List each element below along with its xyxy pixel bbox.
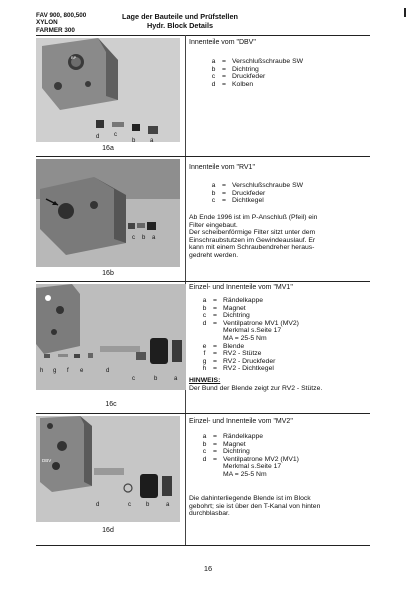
- section-rule: [36, 156, 370, 157]
- photo-letter-b: b: [142, 235, 146, 241]
- photo-letter-d: d: [96, 134, 100, 140]
- photo-letter-a: a: [152, 235, 156, 241]
- legend-row: b = Magnet: [202, 440, 246, 448]
- photo-16c: [36, 284, 186, 390]
- legend-row: d = Kolben: [211, 80, 254, 88]
- photo-label: BP: [71, 55, 77, 60]
- legend-row: d = Ventilpatrone MV2 (MV1): [202, 455, 299, 463]
- photo-letter-b: b: [146, 502, 150, 508]
- photo-16d: [36, 416, 180, 522]
- model-line: FARMER 300: [36, 26, 75, 34]
- photo-letter-c: c: [132, 376, 135, 382]
- note-line: gedreht werden.: [189, 251, 239, 259]
- legend-row: c = Dichtring: [202, 312, 250, 320]
- photo-letter-g: g: [53, 368, 57, 374]
- note-line: Filter eingebaut.: [189, 221, 238, 229]
- photo-letter-f: f: [67, 368, 69, 374]
- legend-row: h = RV2 - Dichtkegel: [202, 365, 274, 373]
- page-number: 16: [203, 564, 213, 573]
- legend-dbv: [205, 58, 303, 88]
- note-rv1: [189, 214, 371, 260]
- note-mv2: [189, 495, 371, 518]
- caption-16b: 16b: [102, 270, 114, 277]
- photo-16b: [36, 159, 180, 267]
- photo-letter-c: c: [132, 235, 135, 241]
- note-line: durchblasbar.: [189, 510, 230, 518]
- legend-row: e = Blende: [202, 342, 245, 350]
- model-line: XYLON: [36, 19, 58, 27]
- note-line: Einschraubstutzen im Gewindeauslauf. Er: [189, 236, 316, 244]
- section-rule: [36, 413, 370, 414]
- legend-row: a = Rändelkappe: [202, 433, 264, 440]
- note-line: Die dahinterliegende Blende ist im Block: [189, 495, 311, 502]
- title-line-1: Lage der Bauteile und Prüfstellen: [122, 12, 238, 21]
- model-line: FAV 900, 800,500: [36, 12, 87, 19]
- legend-rv1: [205, 182, 303, 205]
- page-title: [120, 12, 240, 30]
- photo-16a: [36, 38, 180, 142]
- photo-letter-a: a: [150, 138, 154, 142]
- section-title-rv1: Innenteile vom "RV1": [189, 164, 255, 171]
- legend-row: d = Ventilpatrone MV1 (MV2): [202, 319, 299, 327]
- legend-mv2: [196, 433, 299, 479]
- legend-row: Merkmal s.Seite 17: [223, 327, 282, 335]
- title-line-2: Hydr. Block Details: [146, 21, 214, 30]
- section-title-mv2: Einzel- und Innenteile vom "MV2": [189, 418, 293, 425]
- legend-row: MA = 25-5 Nm: [223, 470, 267, 478]
- header-models: [36, 12, 86, 34]
- section-title-dbv: Innenteile vom "DBV": [189, 39, 256, 46]
- note-line: gebohrt; sie ist über den T-Kanal von hinten: [189, 502, 321, 510]
- photo-letter-a: a: [174, 376, 178, 382]
- caption-16d: 16d: [102, 527, 114, 534]
- photo-letter-b: b: [132, 138, 136, 142]
- footer-rule: [36, 545, 370, 546]
- photo-letter-d: d: [96, 502, 100, 508]
- legend-row: Merkmal s.Seite 17: [223, 463, 282, 471]
- hint-text: Der Bund der Blende zeigt zur RV2 - Stütze.: [189, 385, 323, 392]
- photo-letter-h: h: [40, 368, 44, 374]
- note-line: Ab Ende 1996 ist im P-Anschluß (Pfeil) ein: [189, 214, 318, 221]
- legend-row: MA = 25-5 Nm: [223, 334, 267, 342]
- legend-row: b = Dichtring: [211, 65, 259, 73]
- caption-16a: 16a: [102, 145, 114, 152]
- photo-letter-c: c: [114, 132, 117, 138]
- section-rule: [36, 281, 370, 282]
- legend-row: b = Druckfeder: [211, 189, 266, 197]
- photo-letter-a: a: [166, 502, 170, 508]
- photo-letter-c: c: [128, 502, 131, 508]
- photo-label: DBV: [42, 458, 52, 463]
- caption-16c: 16c: [105, 401, 117, 408]
- photo-letter-e: e: [80, 368, 84, 374]
- legend-row: a = Verschlußschraube SW: [211, 182, 304, 189]
- photo-letter-b: b: [154, 376, 158, 382]
- note-line: kann mit einem Schraubendreher heraus-: [189, 244, 315, 252]
- legend-row: c = Druckfeder: [211, 73, 266, 81]
- legend-row: c = Dichtkegel: [211, 197, 264, 205]
- note-line: Der scheibenförmige Filter sitzt unter dem: [189, 229, 316, 237]
- legend-row: f = RV2 - Stütze: [203, 350, 262, 358]
- legend-row: g = RV2 - Druckfeder: [202, 357, 276, 365]
- section-title-mv1: Einzel- und Innenteile vom "MV1": [189, 284, 293, 291]
- legend-row: b = Magnet: [202, 304, 246, 312]
- legend-row: a = Rändelkappe: [202, 297, 264, 304]
- legend-row: c = Dichtring: [202, 448, 250, 456]
- legend-mv1: [196, 297, 299, 373]
- margin-mark: [404, 8, 406, 17]
- legend-row: a = Verschlußschraube SW: [211, 58, 304, 65]
- header-rule: [36, 35, 370, 36]
- photo-letter-d: d: [106, 368, 110, 374]
- hint-title: HINWEIS:: [189, 377, 221, 384]
